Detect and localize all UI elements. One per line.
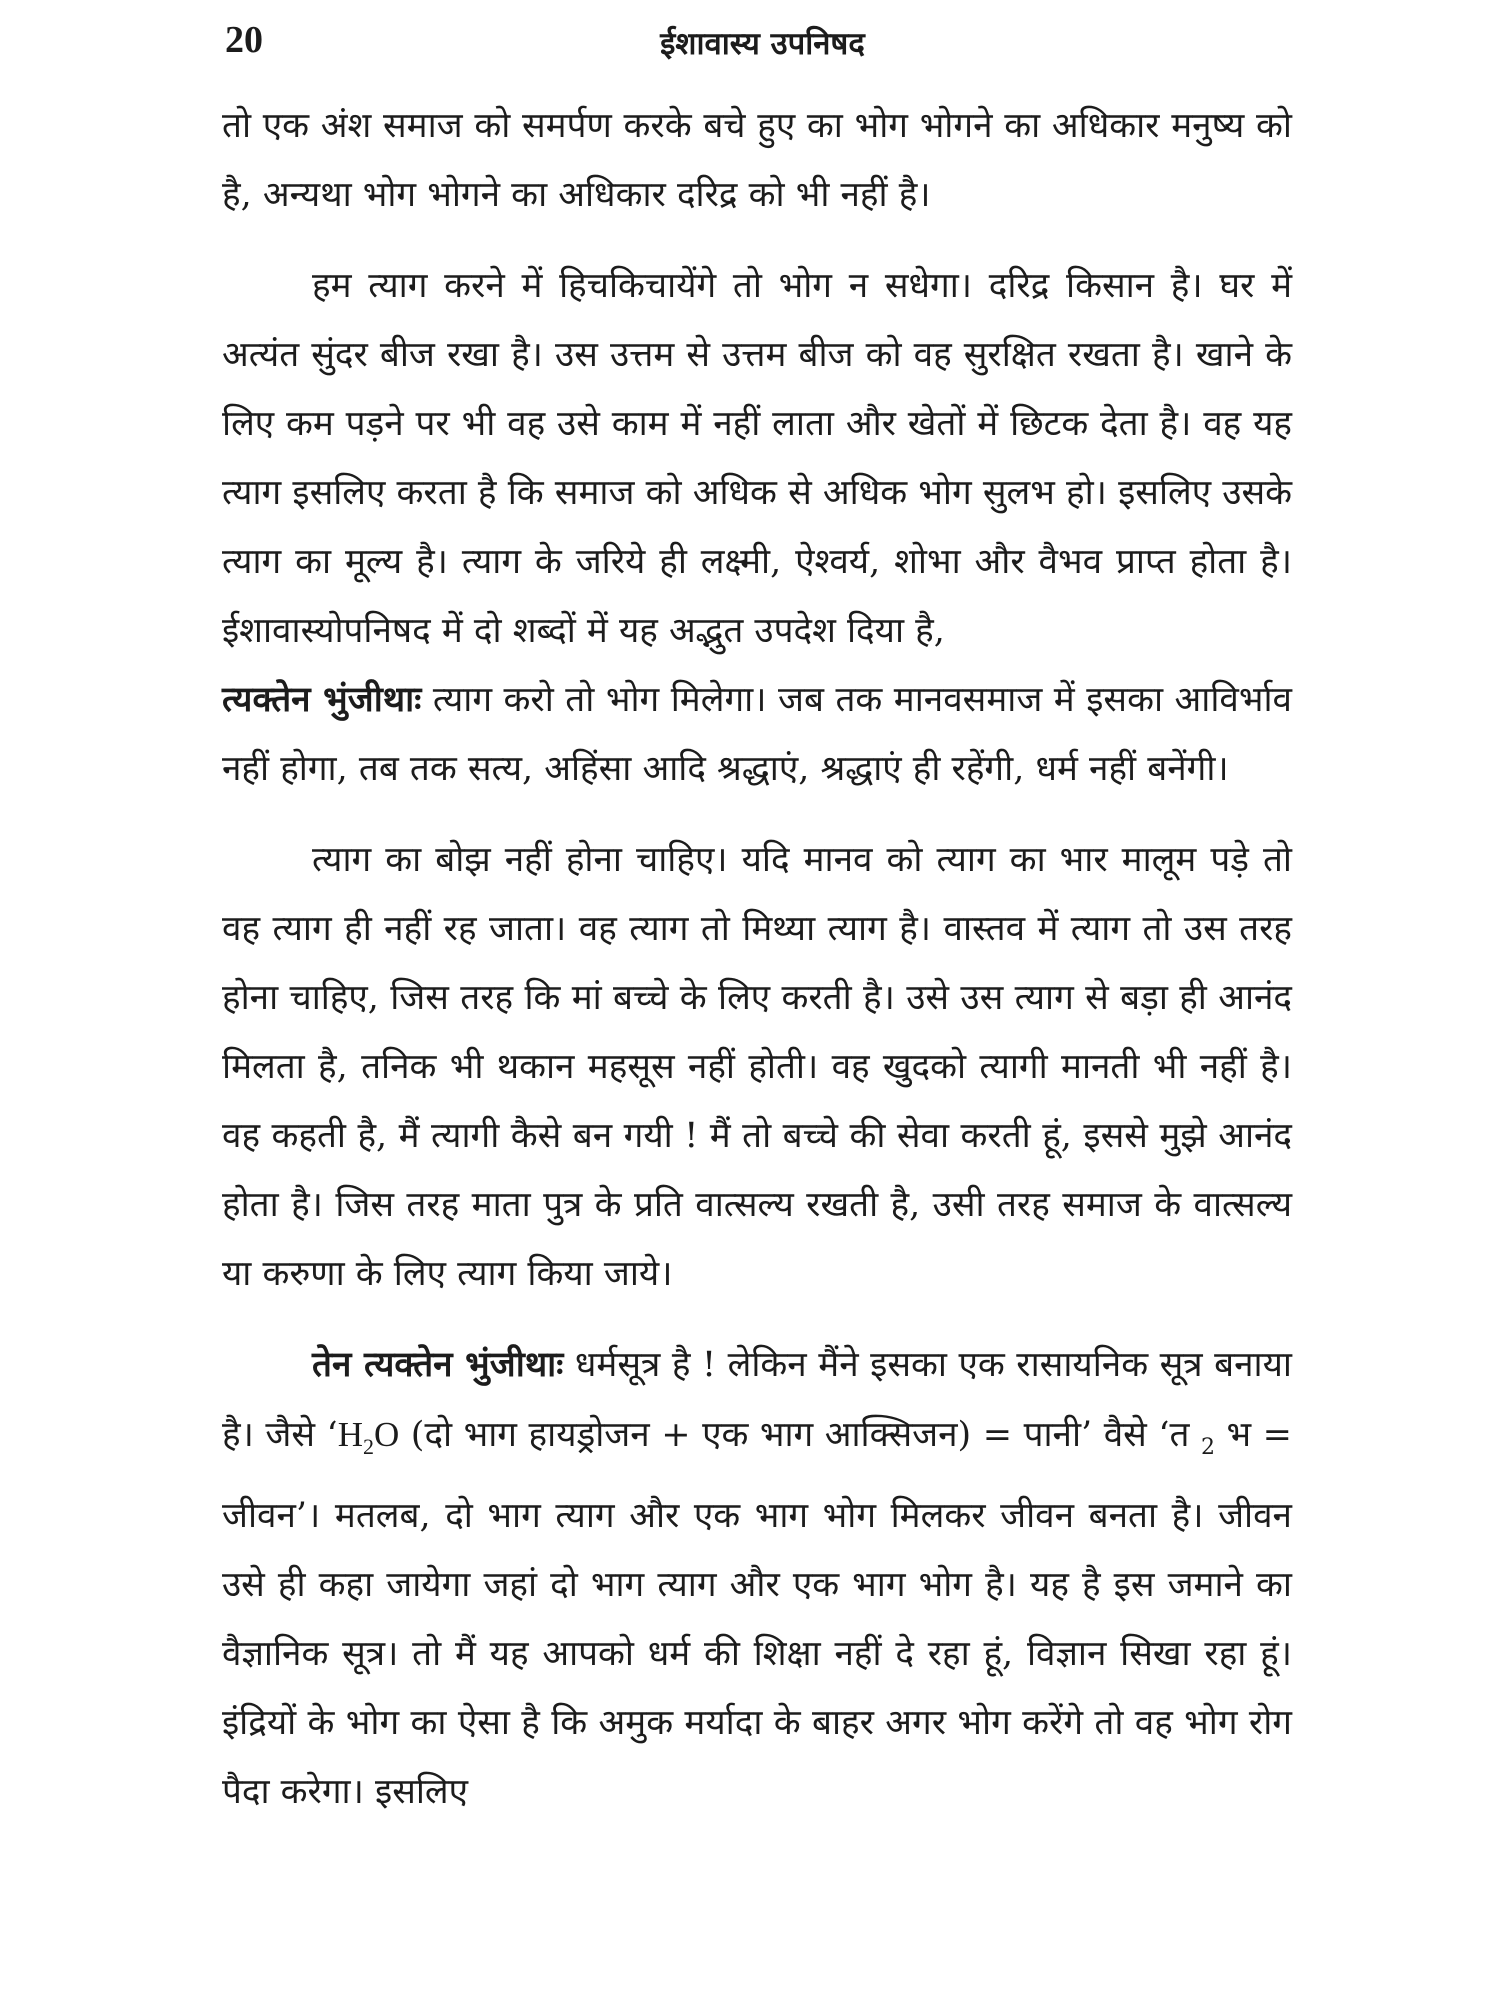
formula-subscript-1: 2 bbox=[362, 1434, 374, 1459]
page-header bbox=[225, 18, 1300, 78]
formula-h: H bbox=[337, 1415, 363, 1454]
running-title: ईशावास्य उपनिषद bbox=[660, 26, 865, 62]
paragraph-2 bbox=[222, 252, 1292, 804]
formula-subscript-2: 2 bbox=[1200, 1435, 1215, 1460]
sanskrit-phrase-bold: त्यक्तेन भुंजीथाः bbox=[222, 680, 422, 720]
paragraph-2-tail: त्याग करो तो भोग मिलेगा। जब तक मानवसमाज में इसका आविर्भाव नहीं होगा, तब तक सत्य, अहिंसा आदि श्रद्धाएं, श्रद्धाएं ही रहेंगी, धर्म नहीं बनेंगी। bbox=[222, 680, 1292, 789]
paragraph-4 bbox=[222, 1331, 1292, 1827]
paragraph-4-part-b: (दो भाग हायड्रोजन + एक भाग आक्सिजन) = पानी’ वैसे ‘त bbox=[399, 1415, 1201, 1455]
body-text bbox=[222, 92, 1292, 1827]
page-number: 20 bbox=[225, 19, 263, 61]
paragraph-2-text: हम त्याग करने में हिचकिचायेंगे तो भोग न सधेगा। दरिद्र किसान है। घर में अत्यंत सुंदर बीज रखा है। उस उत्तम से उत्तम बीज को वह सुरक्षित रखता है। खाने के लिए कम पड़ने पर भी वह उसे काम में नहीं लाता और खेतों में छिटक देता है। वह यह त्याग इसलिए करता है कि समाज को अधिक से अधिक भोग सुलभ हो। इसलिए उसके त्याग का मूल्य है। त्याग के जरिये ही लक्ष्मी, ऐश्वर्य, शोभा और वैभव प्राप्त होता है। ईशावास्योपनिषद में दो शब्दों में यह अद्भुत उपदेश दिया है, bbox=[222, 266, 1292, 651]
paragraph-4-part-a: धर्मसूत्र है ! लेकिन मैंने इसका एक रासायनिक सूत्र बनाया है। जैसे ‘ bbox=[222, 1345, 1292, 1455]
paragraph-4-part-c: भ = जीवन’। मतलब, दो भाग त्याग और एक भाग भोग मिलकर जीवन बनता है। जीवन उसे ही कहा जायेगा जहां दो भाग त्याग और एक भाग भोग है। यह है इस जमाने का वैज्ञानिक सूत्र। तो मैं यह आपको धर्म की शिक्षा नहीं दे रहा हूं, विज्ञान सिखा रहा हूं। इंद्रियों के भोग का ऐसा है कि अमुक मर्यादा के बाहर अगर भोग करेंगे तो वह भोग रोग पैदा करेगा। इसलिए bbox=[222, 1415, 1292, 1812]
paragraph-3: त्याग का बोझ नहीं होना चाहिए। यदि मानव को त्याग का भार मालूम पड़े तो वह त्याग ही नहीं रह जाता। वह त्याग तो मिथ्या त्याग है। वास्तव में त्याग तो उस तरह होना चाहिए, जिस तरह कि मां बच्चे के लिए करती है। उसे उस त्याग से बड़ा ही आनंद मिलता है, तनिक भी थकान महसूस नहीं होती। वह खुदको त्यागी मानती भी नहीं है। वह कहती है, मैं त्यागी कैसे बन गयी ! मैं तो बच्चे की सेवा करती हूं, इससे मुझे आनंद होता है। जिस तरह माता पुत्र के प्रति वात्सल्य रखती है, उसी तरह समाज के वात्सल्य या करुणा के लिए त्याग किया जाये। bbox=[222, 840, 1292, 1294]
paragraph-1: तो एक अंश समाज को समर्पण करके बचे हुए का भोग भोगने का अधिकार मनुष्य को है, अन्यथा भोग भोगने का अधिकार दरिद्र को भी नहीं है। bbox=[222, 106, 1292, 215]
sanskrit-phrase-bold-2: तेन त्यक्तेन भुंजीथाः bbox=[312, 1345, 564, 1385]
formula-o: O bbox=[373, 1415, 400, 1454]
